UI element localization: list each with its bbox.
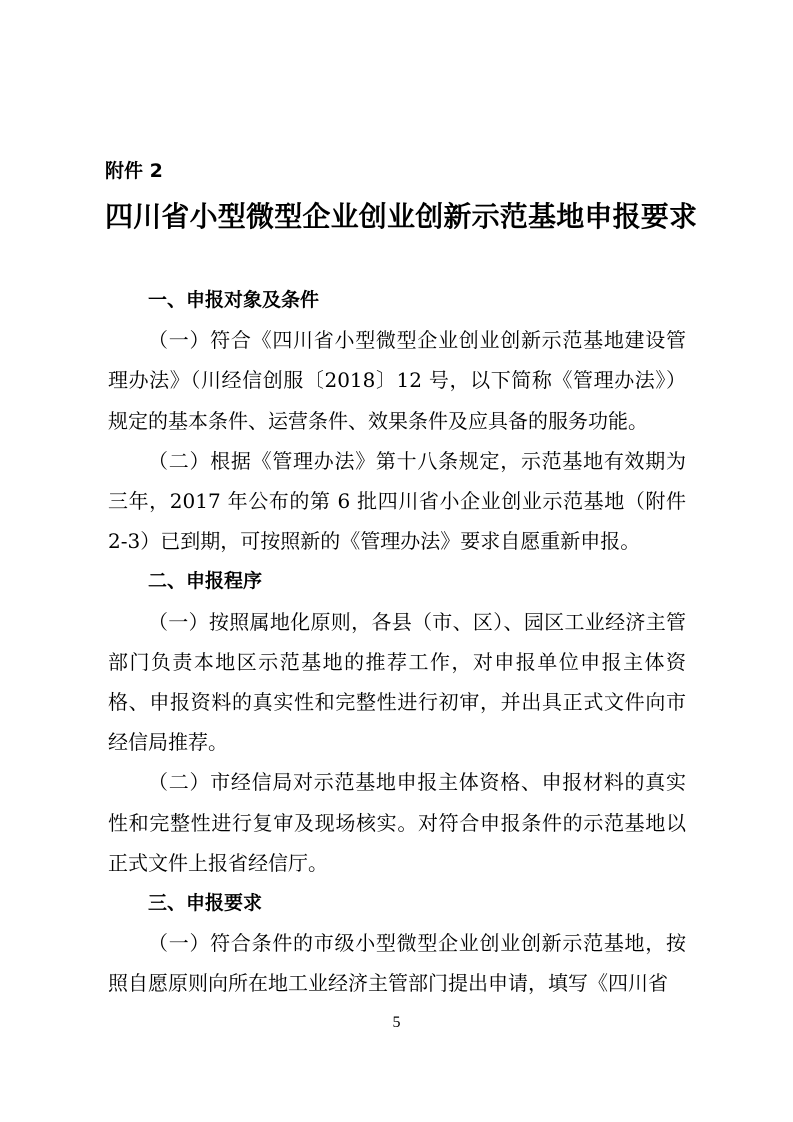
document-body [108,280,686,1004]
section-heading-1: 一、申报对象及条件 [148,289,320,311]
page-number: 5 [392,1014,401,1031]
section-heading-2: 二、申报程序 [148,570,263,593]
paragraph-2-2: （二）市经信局对示范基地申报主体资格、申报材料的真实性和完整性进行复审及现场核实。对符合申报条件的示范基地以正式文件上报省经信厅。 [108,770,686,875]
paragraph-3-1: （一）符合条件的市级小型微型企业创业创新示范基地，按照自愿原则向所在地工业经济主管部门提出申请，填写《四川省 [108,931,686,996]
paragraph-2-1: （一）按照属地化原则，各县（市、区）、园区工业经济主管部门负责本地区示范基地的推荐工作，对申报单位申报主体资格、申报资料的真实性和完整性进行初审，并出具正式文件向市经信局推荐。 [108,609,686,755]
paragraph-1-1: （一）符合《四川省小型微型企业创业创新示范基地建设管理办法》（川经信创服〔2018〕12 号，以下简称《管理办法》）规定的基本条件、运营条件、效果条件及应具备的服务功能。 [108,328,686,433]
document-title: 四川省小型微型企业创业创新示范基地申报要求 [105,200,698,233]
paragraph-1-2: （二）根据《管理办法》第十八条规定，示范基地有效期为三年，2017 年公布的第 6 批四川省小企业创业示范基地（附件 2-3）已到期，可按照新的《管理办法》要求自愿重新申报。 [108,448,686,554]
section-heading-3: 三、申报要求 [148,892,263,915]
attachment-label: 附件 2 [105,160,163,182]
